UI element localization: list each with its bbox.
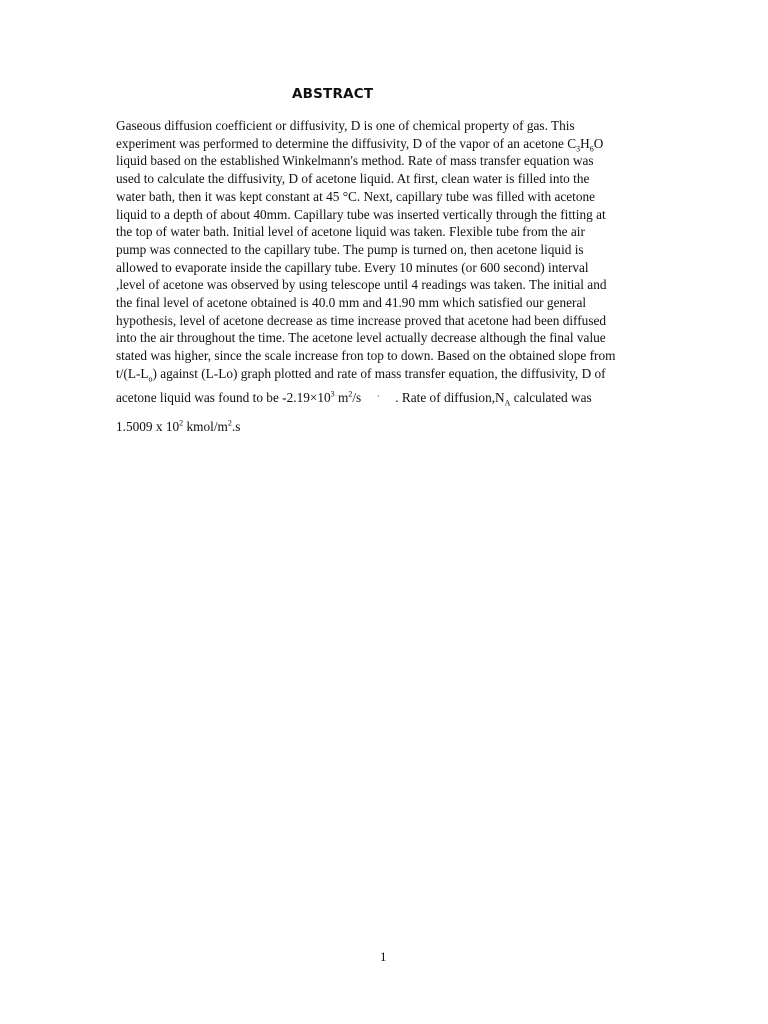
abstract-body xyxy=(116,117,656,436)
text-line: allowed to evaporate inside the capillary tube. Every 10 minutes (or 600 second) interval xyxy=(116,259,589,275)
text-line: hypothesis, level of acetone decrease as time increase proved that acetone had been diffused xyxy=(116,312,607,328)
text-line: water bath, then it was kept constant at 45 °C. Next, capillary tube was filled with acetone xyxy=(116,188,596,204)
text-line: liquid based on the established Winkelmann's method. Rate of mass transfer equation was xyxy=(116,153,594,169)
text-line: ,level of acetone was observed by using telescope until 4 readings was taken. The initial and xyxy=(116,277,607,293)
text-line: stated was higher, since the scale increase fron top to down. Based on the obtained slope from xyxy=(116,348,616,364)
text-line: Gaseous diffusion coefficient or diffusivity, D is one of chemical property of gas. This xyxy=(116,118,575,133)
final-line: 1.5009 x $10^2$ kmol/$m^2.s$ xyxy=(116,418,241,435)
text-line: pump was connected to the capillary tube. The pump is turned on, then acetone liquid is xyxy=(116,241,584,257)
page-number: 1 xyxy=(380,949,387,964)
text-line: into the air throughout the time. The acetone level actually decrease although the final value xyxy=(116,330,606,346)
result-line: acetone liquid was found to be $-2.19\times 10^3$ $m^2/s$ · . Rate of $diffusion,N_A$ calculated was xyxy=(116,389,592,408)
stray-dot: · xyxy=(376,390,380,401)
text-line: $t/(L-L_o)$ against (L-Lo) graph plotted and rate of mass transfer equation, the diffusivity, D of xyxy=(116,365,606,384)
text-line: the top of water bath. Initial level of acetone liquid was taken. Flexible tube from the air xyxy=(116,224,585,240)
text-line: the final level of acetone obtained is 40.0 mm and 41.90 mm which satisfied our general xyxy=(116,295,587,311)
text-line: experiment was performed to determine the diffusivity, D of the vapor of an acetone $C_3H_6O$ xyxy=(116,135,604,154)
text-line: used to calculate the diffusivity, D of acetone liquid. At first, clean water is filled into the xyxy=(116,171,590,187)
text-line: liquid to a depth of about 40mm. Capillary tube was inserted vertically through the fitting at xyxy=(116,206,606,222)
abstract-title: ABSTRACT xyxy=(292,86,374,102)
